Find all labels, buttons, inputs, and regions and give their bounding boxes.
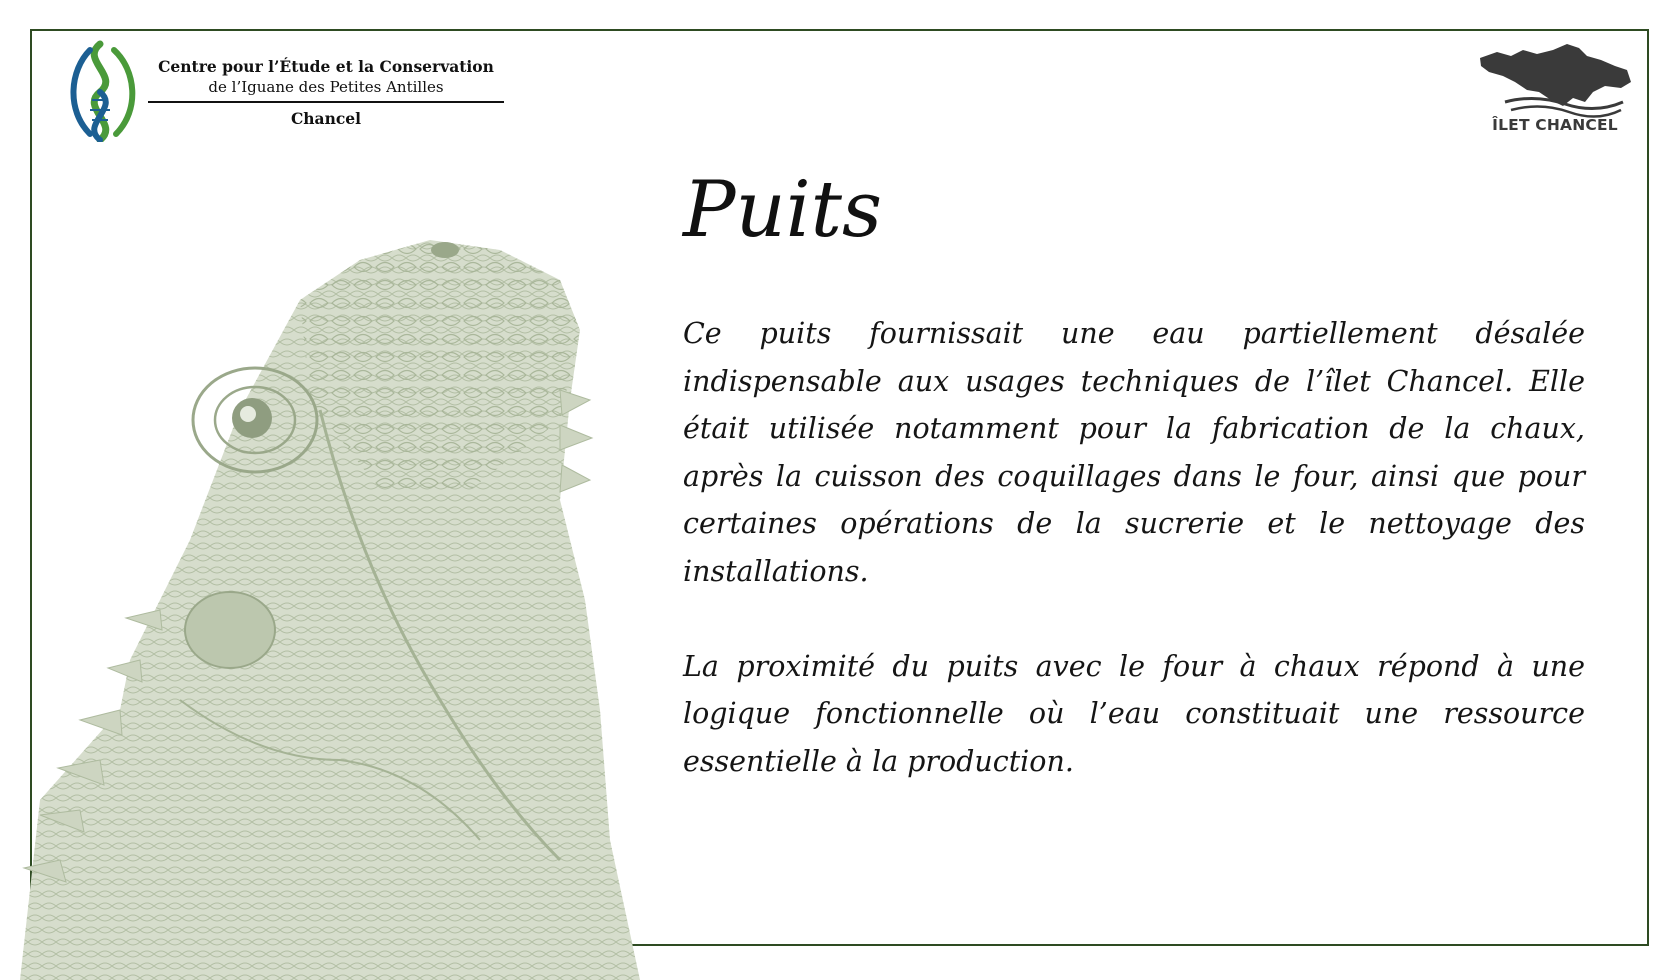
- dna-helix-logo-icon: [60, 40, 146, 142]
- paragraph: La proximité du puits avec le four à chaux répond à une logique fonctionnelle où l’eau constituait une ressource essentielle à la production.: [683, 649, 1585, 778]
- partner-logo-label: ÎLET CHANCEL: [1492, 116, 1618, 134]
- page-title: Puits: [683, 165, 883, 255]
- org-name-line3: Chancel: [290, 109, 362, 128]
- org-name-line1: Centre pour l’Étude et la Conservation: [158, 57, 494, 76]
- iguana-illustration: [0, 240, 660, 980]
- paragraph: Ce puits fournissait une eau partiellement désalée indispensable aux usages techniques de l’îlet Chancel. Elle était utilisée notamment pour la fabrication de la chaux, après la cuisson des coquillages dans le four, ainsi que pour certaines opérations de la sucrerie et le nettoyage des installations.: [683, 317, 1585, 588]
- org-name-line2: de l’Iguane des Petites Antilles: [148, 77, 504, 103]
- description-text: [683, 310, 1585, 833]
- organization-name: [148, 57, 504, 129]
